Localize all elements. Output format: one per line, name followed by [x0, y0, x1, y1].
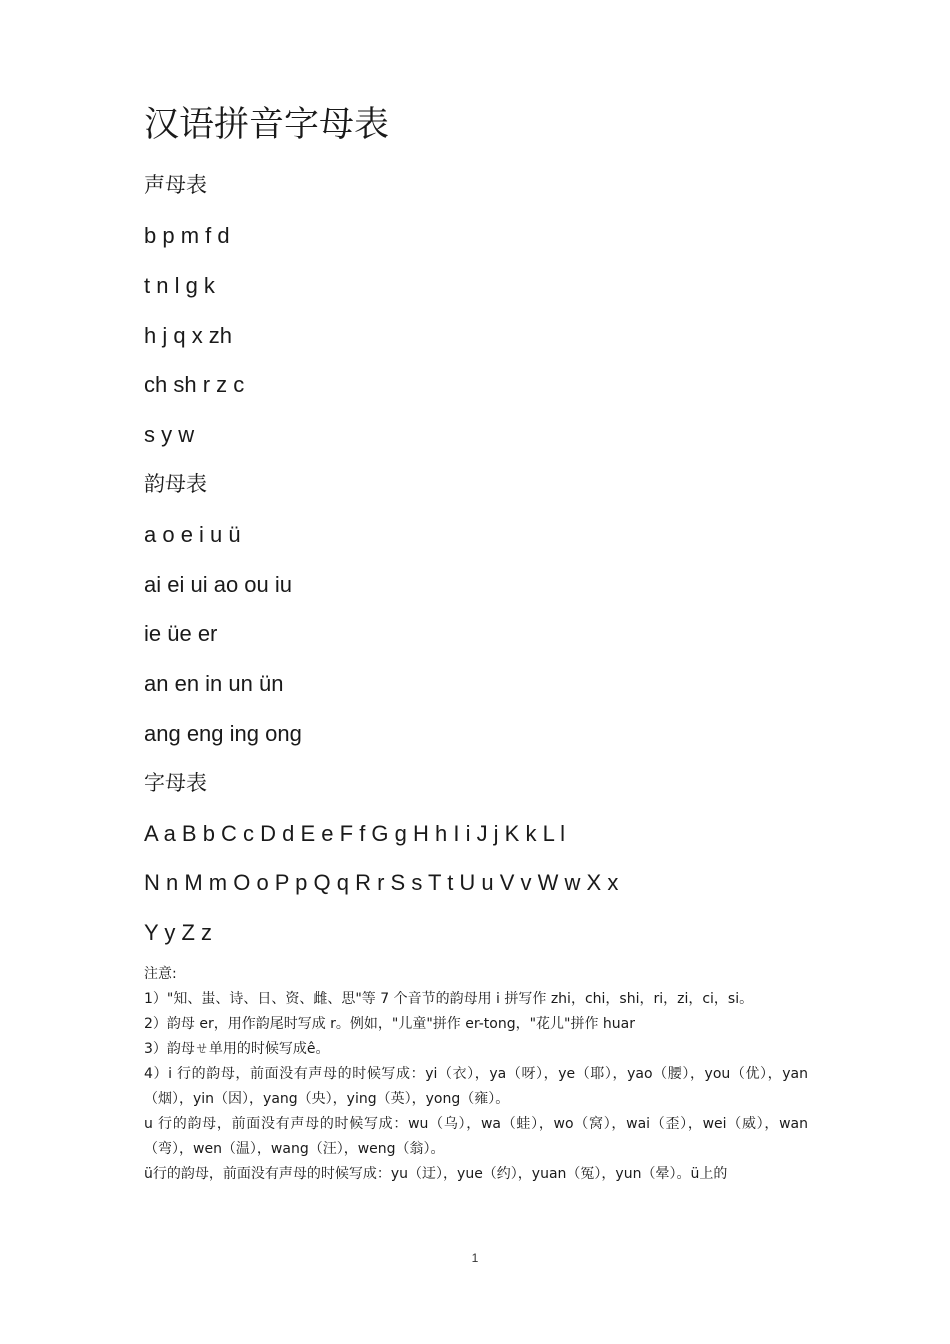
- note-item: u 行的韵母，前面没有声母的时候写成：wu（乌），wa（蛙），wo（窝），wai（歪），wei（威），wan（弯），wen（温），wang（汪），weng（翁）。: [144, 1116, 808, 1157]
- finals-row: ang eng ing ong: [144, 721, 302, 746]
- initials-row: b p m f d: [144, 223, 230, 248]
- finals-row: ai ei ui ao ou iu: [144, 572, 292, 597]
- initials-row: t n l g k: [144, 273, 215, 298]
- finals-row: a o e i u ü: [144, 522, 241, 547]
- alphabet-heading: 字母表: [144, 771, 207, 795]
- page-number: 1: [471, 1251, 479, 1265]
- page-title: 汉语拼音字母表: [144, 105, 390, 145]
- note-item: ü行的韵母，前面没有声母的时候写成：yu（迂），yue（约），yuan（冤），yun（晕）。ü上的: [144, 1166, 728, 1182]
- finals-row: ie üe er: [144, 621, 218, 646]
- note-item: 1）"知、蚩、诗、日、资、雌、思"等 7 个音节的韵母用 i 拼写作 zhi，chi，shi，ri，zi，ci，si。: [144, 991, 754, 1007]
- note-item: 4）i 行的韵母，前面没有声母的时候写成：yi（衣），ya（呀），ye（耶），yao（腰），you（优），yan（烟），yin（因），yang（央），ying（英），yong（雍）。: [144, 1066, 808, 1107]
- initials-heading: 声母表: [144, 173, 207, 197]
- finals-heading: 韵母表: [144, 472, 207, 496]
- initials-row: h j q x zh: [144, 323, 233, 348]
- notes-block: [144, 962, 808, 1187]
- note-item: 3）韵母ㄝ单用的时候写成ê。: [144, 1041, 330, 1057]
- initials-row: ch sh r z c: [144, 372, 245, 397]
- finals-row: an en in un ün: [144, 671, 284, 696]
- note-item: 2）韵母 er，用作韵尾时写成 r。例如，"儿童"拼作 er-tong，"花儿"拼作 huar: [144, 1016, 636, 1032]
- initials-row: s y w: [144, 422, 195, 447]
- alphabet-row: N n M m O o P p Q q R r S s T t U u V v W w X x: [144, 870, 619, 895]
- alphabet-row: Y y Z z: [144, 920, 213, 945]
- notes-label: 注意:: [144, 966, 177, 982]
- alphabet-row: A a B b C c D d E e F f G g H h I i J j K k L l: [144, 821, 565, 846]
